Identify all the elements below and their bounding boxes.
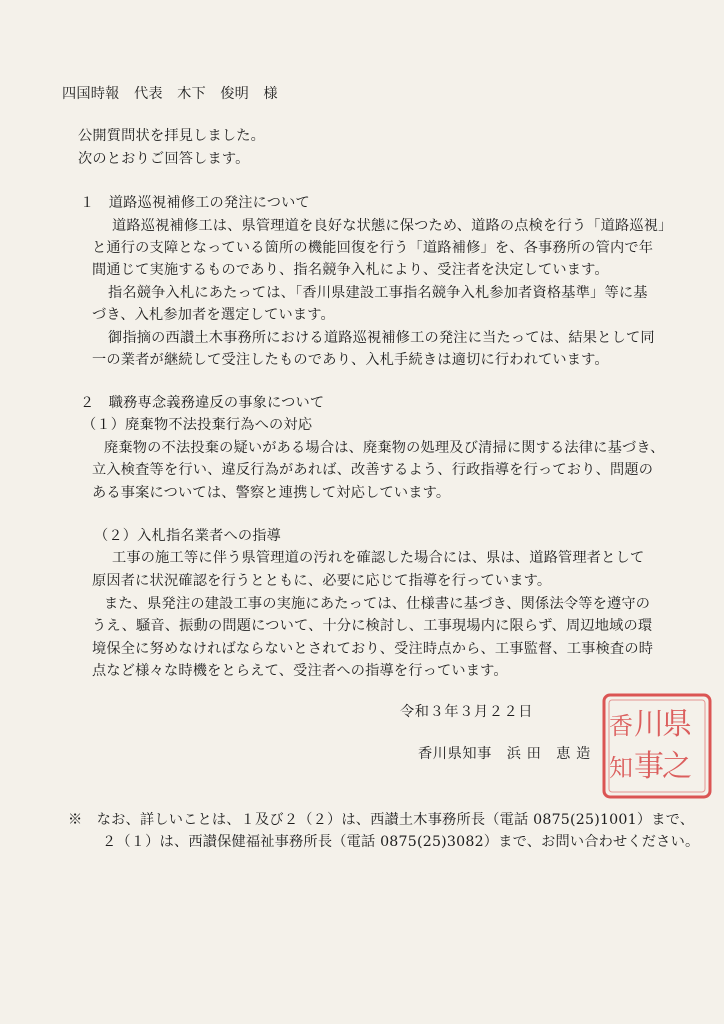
signer-name: 香川県知事 浜 田 恵 造 bbox=[418, 746, 591, 762]
official-seal bbox=[601, 692, 713, 800]
section2-sub1-line: 廃棄物の不法投棄の疑いがある場合は、廃棄物の処理及び清掃に関する法律に基づき、 bbox=[104, 440, 665, 456]
section2-sub2-line: 境保全に努めなければならないとされており、受注時点から、工事監督、工事検査の時 bbox=[92, 641, 654, 657]
section2-sub2-heading: （２）入札指名業者への指導 bbox=[94, 528, 282, 544]
addressee: 四国時報 代表 木下 俊明 様 bbox=[62, 86, 278, 102]
section2-sub1-line: 立入検査等を行い、違反行為があれば、改善するよう、行政指導を行っており、問題の bbox=[92, 462, 654, 478]
section2-sub2-line: また、県発注の建設工事の実施にあたっては、仕様書に基づき、関係法令等を遵守の bbox=[104, 596, 651, 612]
section2-sub2-line: 点など様々な時機をとらえて、受注者への指導を行っています。 bbox=[92, 663, 508, 679]
section2-sub2-line: 工事の施工等に伴う県管理道の汚れを確認した場合には、県は、道路管理者として bbox=[112, 550, 645, 566]
svg-text:事: 事 bbox=[634, 749, 664, 784]
note-line: ２（１）は、西讃保健福祉事務所長（電話 0875(25)3082）まで、お問い合わせください。 bbox=[102, 834, 700, 850]
note-line: ※ なお、詳しいことは、１及び２（２）は、西讃土木事務所長（電話 0875(25)1001）まで、 bbox=[68, 812, 695, 828]
svg-text:之: 之 bbox=[662, 749, 692, 784]
section2-sub1-heading: （１）廃棄物不法投棄行為への対応 bbox=[82, 417, 313, 433]
section2-sub2-line: 原因者に状況確認を行うとともに、必要に応じて指導を行っています。 bbox=[92, 573, 552, 589]
svg-text:知: 知 bbox=[609, 754, 633, 782]
intro-line: 公開質問状を拝見しました。 bbox=[78, 128, 266, 144]
section1-line: 一の業者が継続して受注したものであり、入札手続きは適切に行われています。 bbox=[92, 352, 609, 368]
section1-heading: １ 道路巡視補修工の発注について bbox=[80, 195, 310, 211]
intro-line: 次のとおりご回答します。 bbox=[78, 151, 250, 167]
section2-sub2-line: うえ、騒音、振動の問題について、十分に検討し、工事現場内に限らず、周辺地域の環 bbox=[92, 618, 653, 634]
section1-line: と通行の支障となっている箇所の機能回復を行う「道路補修」を、各事務所の管内で年 bbox=[92, 240, 654, 256]
section1-line: 間通じて実施するものであり、指名競争入札により、受注者を決定しています。 bbox=[92, 262, 609, 278]
section1-line: 御指摘の西讃土木事務所における道路巡視補修工の発注に当たっては、結果として同 bbox=[108, 330, 655, 346]
section1-line: 指名競争入札にあたっては、「香川県建設工事指名競争入札参加者資格基準」等に基 bbox=[108, 285, 648, 301]
letter-date: 令和３年３月２２日 bbox=[400, 704, 534, 720]
section1-line: 道路巡視補修工は、県管理道を良好な状態に保つため、道路の点検を行う「道路巡視」 bbox=[112, 218, 673, 234]
section2-heading: ２ 職務専念義務違反の事象について bbox=[80, 395, 325, 411]
svg-text:香: 香 bbox=[609, 712, 633, 740]
svg-text:川: 川 bbox=[634, 707, 664, 742]
section2-sub1-line: ある事案については、警察と連携して対応しています。 bbox=[92, 485, 451, 501]
svg-text:県: 県 bbox=[662, 707, 692, 742]
section1-line: づき、入札参加者を選定しています。 bbox=[92, 307, 335, 323]
